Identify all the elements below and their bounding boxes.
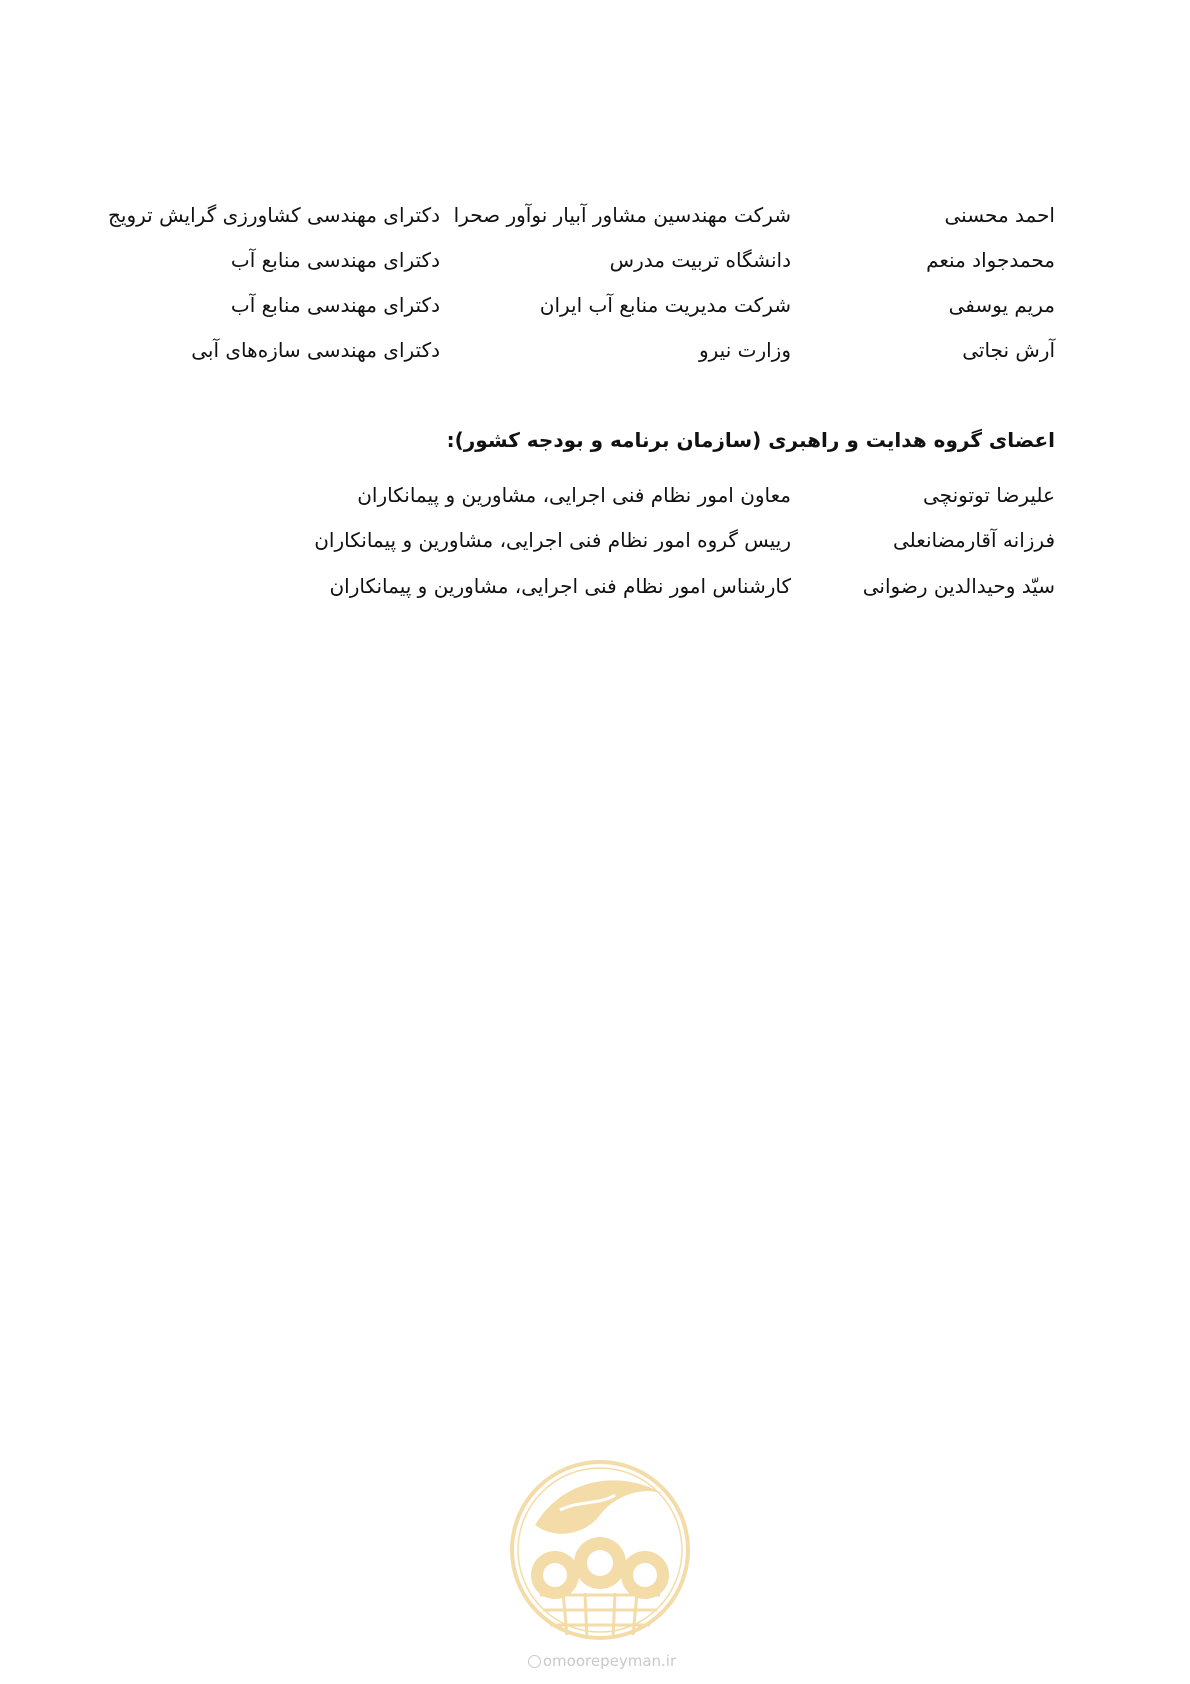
watermark-logo xyxy=(505,1455,695,1655)
member-row xyxy=(95,333,1055,367)
steering-member-role: معاون امور نظام فنی اجرایی، مشاورین و پیمانکاران xyxy=(357,483,791,507)
member-degree: دکترای مهندسی منابع آب xyxy=(230,248,440,272)
member-organization: شرکت مدیریت منابع آب ایران xyxy=(539,293,791,317)
member-row xyxy=(95,288,1055,322)
member-degree: دکترای مهندسی منابع آب xyxy=(230,293,440,317)
steering-member-name: علیرضا توتونچی xyxy=(922,483,1055,507)
watermark-site xyxy=(512,1652,692,1670)
steering-group-title: اعضای گروه هدایت و راهبری (سازمان برنامه و بودجه کشور): xyxy=(446,428,1055,452)
member-degree: دکترای مهندسی سازه‌های آبی xyxy=(191,338,440,362)
steering-member-role: رییس گروه امور نظام فنی اجرایی، مشاورین و پیمانکاران xyxy=(314,528,791,552)
member-row xyxy=(95,243,1055,277)
steering-member-name: سیّد وحیدالدین رضوانی xyxy=(862,574,1055,598)
steering-member-row xyxy=(95,569,1055,603)
member-organization: دانشگاه تربیت مدرس xyxy=(609,248,791,272)
omoorepeyman-seal-icon xyxy=(505,1455,695,1655)
member-organization: وزارت نیرو xyxy=(698,338,791,362)
steering-member-name: فرزانه آقارمضانعلی xyxy=(893,528,1055,552)
member-name: مریم یوسفی xyxy=(948,293,1055,317)
member-name: محمدجواد منعم xyxy=(926,248,1055,272)
member-name: احمد محسنی xyxy=(944,203,1055,227)
steering-member-row xyxy=(95,478,1055,512)
watermark-site-text: omoorepeyman.ir xyxy=(542,1652,677,1670)
steering-member-role: کارشناس امور نظام فنی اجرایی، مشاورین و پیمانکاران xyxy=(329,574,791,598)
steering-member-row xyxy=(95,523,1055,557)
member-degree: دکترای مهندسی کشاورزی گرایش ترویج xyxy=(107,203,440,227)
member-name: آرش نجاتی xyxy=(962,338,1055,362)
member-organization: شرکت مهندسین مشاور آبیار نوآور صحرا xyxy=(453,203,791,227)
member-row xyxy=(95,198,1055,232)
globe-icon xyxy=(528,1655,541,1668)
